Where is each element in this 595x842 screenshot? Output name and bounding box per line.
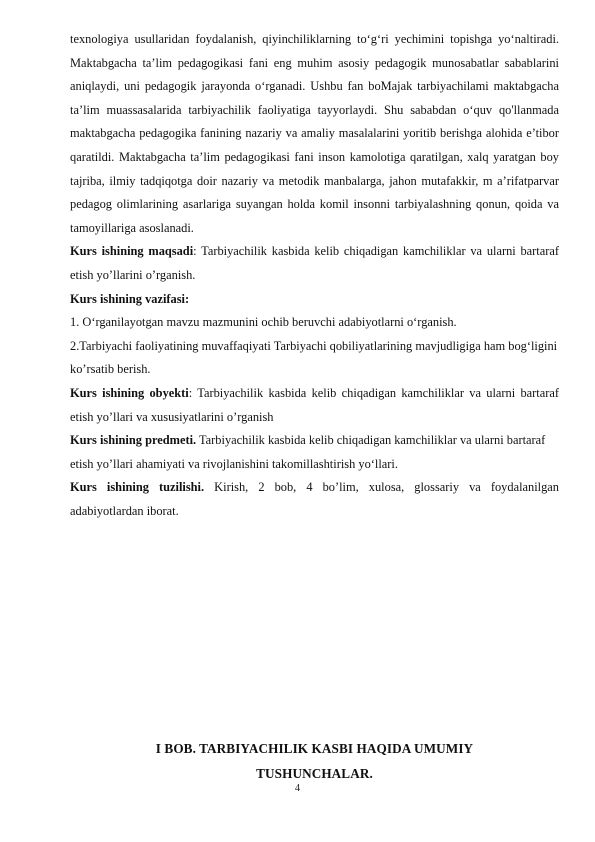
chapter-heading-line-2: TUSHUNCHALAR. (256, 766, 373, 781)
course-object-label: Kurs ishining obyekti (70, 385, 189, 400)
task-item-1: 1. O‘rganilayotgan mavzu mazmunini ochib beruvchi adabiyotlarni o‘rganish. (70, 315, 457, 330)
course-goal-label: Kurs ishining maqsadi (70, 244, 194, 259)
course-subject-paragraph (70, 429, 559, 476)
chapter-heading (70, 736, 559, 786)
course-object-paragraph (70, 382, 559, 429)
course-tasks-heading (70, 288, 559, 312)
document-body (70, 28, 559, 523)
page-number: 4 (294, 783, 301, 794)
intro-paragraph: texnologiya usullaridan foydalanish, qiyinchiliklarning to‘g‘ri yechimini topishga yo‘naltiradi. Maktabgacha ta’lim pedagogikasi fani eng muhim asosiy pedagogik munosabatlar sabablarini aniqlaydi, uni pedagogik jarayonda o‘rganadi. Ushbu fan boMajak tarbiyachilami maktabgacha ta’lim muassasalarida tarbiyachilik faoliyatiga tayyorlaydi. Shu sababdan o‘quv qo'llanmada maktabgacha pedagogika fanining nazariy va amaliy masalalarini yoritib berishga alohida e’tibor qaratildi. Maktabgacha ta’lim pedagogikasi fani inson kamolotiga qaratilgan, xalq yaratgan boy tajriba, ilmiy tadqiqotga doir nazariy va metodik manbalarga, jahon mutafakkir, m a’rifatparvar pedagog olimlarining asarlariga suyangan holda komil insonni tarbiyalashning qonun, qoida va tamoyillariga asoslanadi. (70, 32, 559, 235)
course-structure-text: Kirish, 2 bob, 4 bo’lim, xulosa, glossariy va foydalanilgan adabiyotlardan iborat. (70, 480, 559, 518)
course-structure-paragraph (70, 476, 559, 523)
task-item-2: 2.Tarbiyachi faoliyatining muvaffaqiyati Tarbiyachi qobiliyatlarining mavjudligiga ham bog‘ligini ko’rsatib berish. (70, 338, 558, 377)
course-structure-label: Kurs ishining tuzilishi. (70, 480, 205, 495)
course-subject-label: Kurs ishining predmeti. (70, 433, 197, 448)
chapter-heading-line-1: I BOB. TARBIYACHILIK KASBI HAQIDA UMUMIY (155, 741, 474, 756)
course-object-text: : Tarbiyachilik kasbida kelib chiqadigan kamchiliklar va ularni bartaraf etish yo’llari va xususiyatlarini o’rganish (70, 385, 559, 424)
course-tasks-label: Kurs ishining vazifasi: (70, 291, 190, 306)
course-goal-paragraph (70, 240, 559, 287)
course-subject-text: Tarbiyachilik kasbida kelib chiqadigan kamchiliklar va ularni bartaraf etish yo’llari ahamiyati va rivojlanishini takomillashtirish yo‘llari. (70, 433, 546, 471)
course-goal-text: : Tarbiyachilik kasbida kelib chiqadigan kamchiliklar va ularni bartaraf etish yo’llarini o’rganish. (70, 244, 559, 282)
